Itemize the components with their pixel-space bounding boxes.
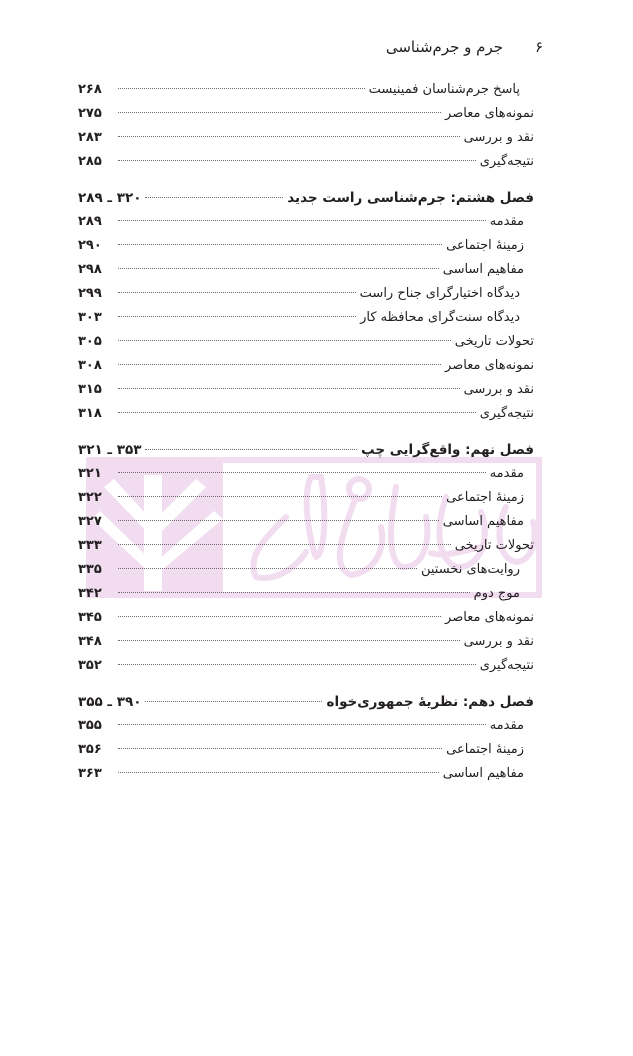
toc-entry-page: ۳۲۷	[78, 514, 102, 529]
dot-leader	[118, 340, 451, 341]
page-number: ۶	[534, 38, 543, 56]
toc-entry-label: دیدگاه سنت‌گرای محافظه کار	[360, 310, 520, 325]
dot-leader	[118, 772, 439, 773]
toc-entry-label: موج دوم	[473, 586, 520, 601]
dot-leader	[118, 520, 439, 521]
toc-entry-page: ۲۸۳	[78, 130, 102, 145]
toc-entry[interactable]	[78, 630, 534, 654]
toc-entry-label: مقدمه	[489, 214, 524, 229]
chapter-page-range: ۳۹۰ ـ ۳۵۵	[78, 694, 142, 710]
toc-entry-label: روایت‌های نخستین	[420, 562, 520, 577]
toc-entry-label: مقدمه	[489, 466, 524, 481]
dot-leader	[118, 544, 451, 545]
toc-entry-page: ۳۴۵	[78, 610, 102, 625]
toc-entry-label: نمونه‌های معاصر	[445, 610, 534, 625]
chapter-title: فصل دهم: نظریهٔ جمهوری‌خواه	[326, 694, 534, 710]
toc-entry[interactable]	[78, 126, 534, 150]
dot-leader	[118, 160, 476, 161]
chapter-page-range: ۳۵۳ ـ ۳۲۱	[78, 442, 142, 458]
toc-entry[interactable]	[78, 714, 534, 738]
toc-entry[interactable]	[78, 102, 534, 126]
toc-entry[interactable]	[78, 654, 534, 678]
toc-entry-page: ۳۱۸	[78, 406, 102, 421]
toc-chapter-heading[interactable]	[78, 186, 534, 210]
dot-leader	[118, 220, 486, 221]
toc-entry[interactable]	[78, 762, 534, 786]
toc-entry-page: ۳۳۳	[78, 538, 102, 553]
toc-entry[interactable]	[78, 534, 534, 558]
toc-entry-label: زمینهٔ اجتماعی	[446, 742, 524, 757]
toc-entry-label: مفاهیم اساسی	[442, 262, 524, 277]
toc-entry-page: ۳۰۵	[78, 334, 102, 349]
dot-leader	[118, 616, 441, 617]
toc-entry[interactable]	[78, 282, 534, 306]
toc-entry-page: ۳۶۳	[78, 766, 102, 781]
dot-leader	[118, 88, 365, 89]
toc-entry[interactable]	[78, 258, 534, 282]
dot-leader	[118, 316, 356, 317]
dot-leader	[145, 701, 322, 702]
toc-entry-label: پاسخ جرم‌شناسان فمینیست	[368, 82, 520, 97]
toc-entry[interactable]	[78, 606, 534, 630]
toc-entry-page: ۲۸۵	[78, 154, 102, 169]
dot-leader	[145, 449, 357, 450]
toc-entry-label: نقد و بررسی	[463, 130, 534, 145]
toc-entry-label: تحولات تاریخی	[454, 334, 534, 349]
dot-leader	[118, 412, 476, 413]
chapter-page-range: ۳۲۰ ـ ۲۸۹	[78, 190, 142, 206]
toc-entry-label: نتیجه‌گیری	[479, 658, 534, 673]
toc-entry-page: ۳۴۲	[78, 586, 102, 601]
table-of-contents	[78, 78, 534, 786]
toc-entry-page: ۲۶۸	[78, 82, 102, 97]
toc-entry-label: مفاهیم اساسی	[442, 514, 524, 529]
toc-entry[interactable]	[78, 486, 534, 510]
toc-entry-page: ۳۵۲	[78, 658, 102, 673]
toc-entry-label: نمونه‌های معاصر	[445, 358, 534, 373]
toc-entry-page: ۳۴۸	[78, 634, 102, 649]
chapter-title: فصل نهم: واقع‌گرایی چپ	[361, 442, 534, 458]
toc-entry-label: نتیجه‌گیری	[479, 154, 534, 169]
dot-leader	[118, 388, 460, 389]
toc-entry-label: تحولات تاریخی	[454, 538, 534, 553]
running-header	[373, 38, 543, 62]
toc-entry[interactable]	[78, 78, 534, 102]
toc-entry[interactable]	[78, 150, 534, 174]
toc-entry[interactable]	[78, 378, 534, 402]
toc-entry-page: ۳۰۳	[78, 310, 102, 325]
dot-leader	[118, 640, 460, 641]
toc-entry-label: نقد و بررسی	[463, 382, 534, 397]
toc-entry-label: مقدمه	[489, 718, 524, 733]
toc-entry[interactable]	[78, 330, 534, 354]
toc-entry-page: ۲۹۰	[78, 238, 102, 253]
toc-entry[interactable]	[78, 582, 534, 606]
dot-leader	[118, 496, 442, 497]
dot-leader	[145, 197, 283, 198]
toc-entry[interactable]	[78, 558, 534, 582]
toc-entry-page: ۳۳۵	[78, 562, 102, 577]
dot-leader	[118, 472, 486, 473]
toc-entry[interactable]	[78, 510, 534, 534]
toc-chapter-heading[interactable]	[78, 438, 534, 462]
toc-entry-page: ۲۷۵	[78, 106, 102, 121]
toc-entry-label: نقد و بررسی	[463, 634, 534, 649]
toc-entry-page: ۳۵۵	[78, 718, 102, 733]
toc-entry[interactable]	[78, 306, 534, 330]
dot-leader	[118, 568, 417, 569]
toc-entry[interactable]	[78, 462, 534, 486]
dot-leader	[118, 664, 476, 665]
toc-entry-page: ۳۲۲	[78, 490, 102, 505]
toc-entry-label: زمینهٔ اجتماعی	[446, 238, 524, 253]
toc-entry-label: مفاهیم اساسی	[442, 766, 524, 781]
dot-leader	[118, 724, 486, 725]
toc-entry[interactable]	[78, 234, 534, 258]
toc-entry-page: ۲۸۹	[78, 214, 102, 229]
toc-entry-page: ۲۹۹	[78, 286, 102, 301]
toc-entry-page: ۳۲۱	[78, 466, 102, 481]
toc-entry-label: دیدگاه اختیارگرای جناح راست	[359, 286, 520, 301]
toc-entry-page: ۳۰۸	[78, 358, 102, 373]
toc-entry[interactable]	[78, 210, 534, 234]
dot-leader	[118, 136, 460, 137]
toc-entry-page: ۳۱۵	[78, 382, 102, 397]
dot-leader	[118, 244, 442, 245]
book-title: جرم و جرم‌شناسی	[385, 38, 503, 56]
dot-leader	[118, 268, 439, 269]
toc-entry[interactable]	[78, 402, 534, 426]
dot-leader	[118, 748, 442, 749]
toc-entry-label: نمونه‌های معاصر	[445, 106, 534, 121]
dot-leader	[118, 592, 470, 593]
toc-entry-page: ۲۹۸	[78, 262, 102, 277]
dot-leader	[118, 292, 356, 293]
dot-leader	[118, 364, 441, 365]
chapter-title: فصل هشتم: جرم‌شناسی راست جدید	[287, 190, 534, 206]
toc-entry[interactable]	[78, 738, 534, 762]
toc-entry-label: نتیجه‌گیری	[479, 406, 534, 421]
toc-entry[interactable]	[78, 354, 534, 378]
dot-leader	[118, 112, 441, 113]
toc-entry-label: زمینهٔ اجتماعی	[446, 490, 524, 505]
toc-entry-page: ۳۵۶	[78, 742, 102, 757]
toc-chapter-heading[interactable]	[78, 690, 534, 714]
